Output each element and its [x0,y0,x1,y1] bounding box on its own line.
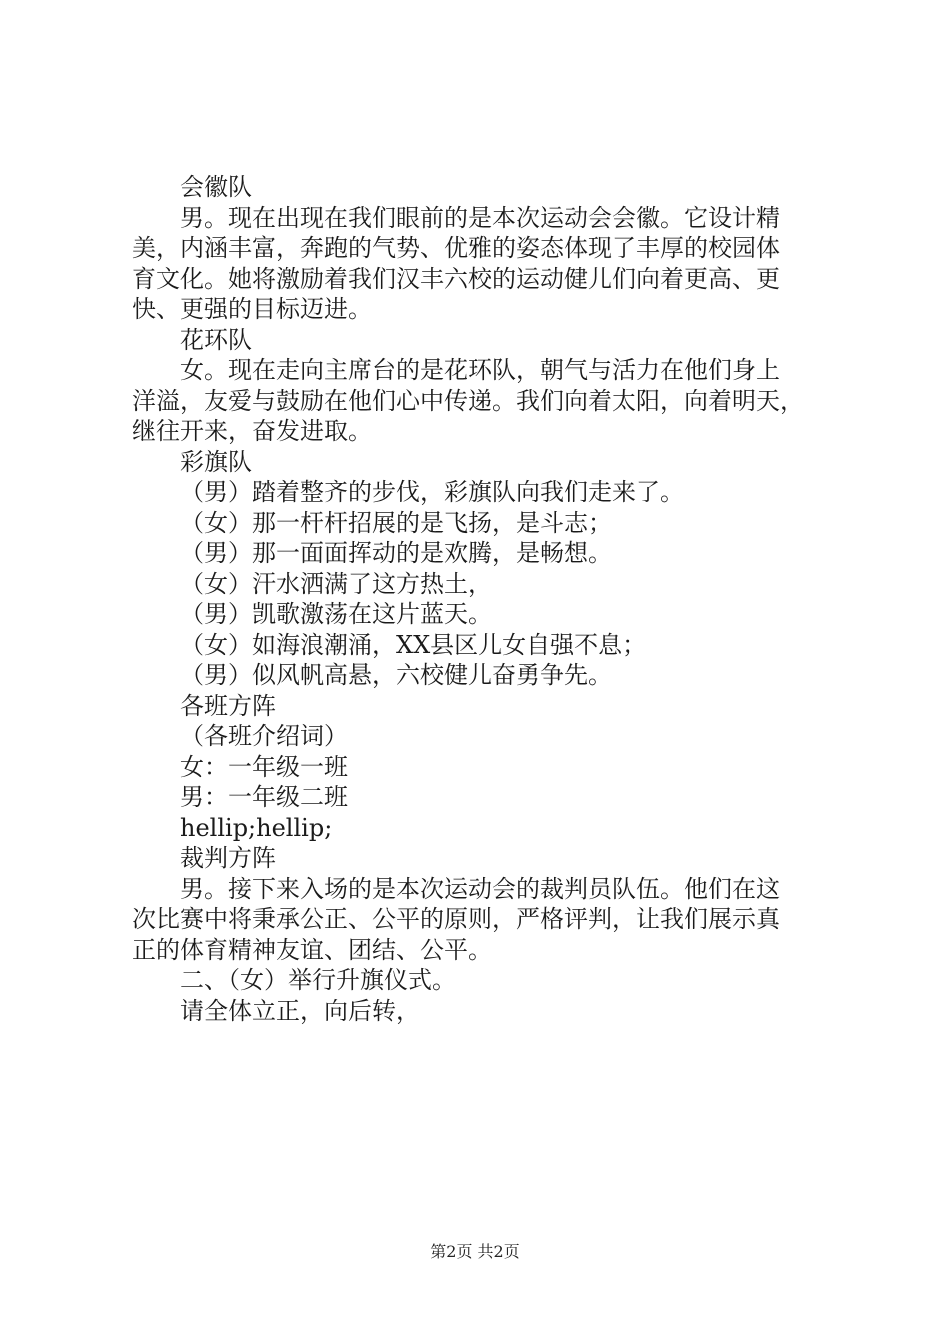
paragraph-line: 女：一年级一班 [180,752,348,781]
paragraph-line: 女。现在走向主席台的是花环队，朝气与活力在他们身上 [180,356,780,384]
dialogue-line: （女）汗水洒满了这方热土， [180,569,492,598]
dialogue-line: （女）如海浪潮涌，XX县区儿女自强不息； [180,630,647,659]
paragraph-line: 男。现在出现在我们眼前的是本次运动会会徽。它设计精 [180,203,780,232]
paragraph-line: 请全体立正，向后转， [180,996,420,1025]
paragraph-line: 次比赛中将秉承公正、公平的原则，严格评判，让我们展示真 [132,905,780,933]
paragraph-line: （各班介绍词） [180,722,348,750]
heading-class-formations: 各班方阵 [180,691,276,720]
section-heading: 二、（女）举行升旗仪式。 [180,966,456,994]
document-body [132,172,832,1026]
paragraph-line: 继往开来，奋发进取。 [132,417,372,445]
dialogue-line: （男）那一面面挥动的是欢腾，是畅想。 [180,539,612,567]
paragraph-line: 正的体育精神友谊、团结、公平。 [132,935,492,964]
dialogue-line: （男）凯歌激荡在这片蓝天。 [180,600,492,628]
heading-referee-formation: 裁判方阵 [180,844,276,872]
dialogue-line: （男）踏着整齐的步伐，彩旗队向我们走来了。 [180,478,684,506]
heading-wreath-team: 花环队 [180,325,252,354]
paragraph-line: 快、更强的目标迈进。 [132,295,372,323]
paragraph-line: hellip;hellip; [180,813,333,842]
page-number: 第2页 共2页 [430,1242,520,1261]
heading-flag-team: 彩旗队 [180,447,252,476]
paragraph-line: 美，内涵丰富，奔跑的气势、优雅的姿态体现了丰厚的校园体 [132,234,780,262]
page-footer [0,1241,950,1263]
dialogue-line: （女）那一杆杆招展的是飞扬，是斗志； [180,508,612,537]
dialogue-line: （男）似风帆高悬，六校健儿奋勇争先。 [180,661,612,689]
paragraph-line: 育文化。她将激励着我们汉丰六校的运动健儿们向着更高、更 [132,264,780,293]
paragraph-line: 洋溢，友爱与鼓励在他们心中传递。我们向着太阳，向着明天， [132,386,804,415]
heading-emblem-team: 会徽队 [180,173,252,201]
paragraph-line: 男：一年级二班 [180,783,348,811]
paragraph-line: 男。接下来入场的是本次运动会的裁判员队伍。他们在这 [180,874,780,903]
